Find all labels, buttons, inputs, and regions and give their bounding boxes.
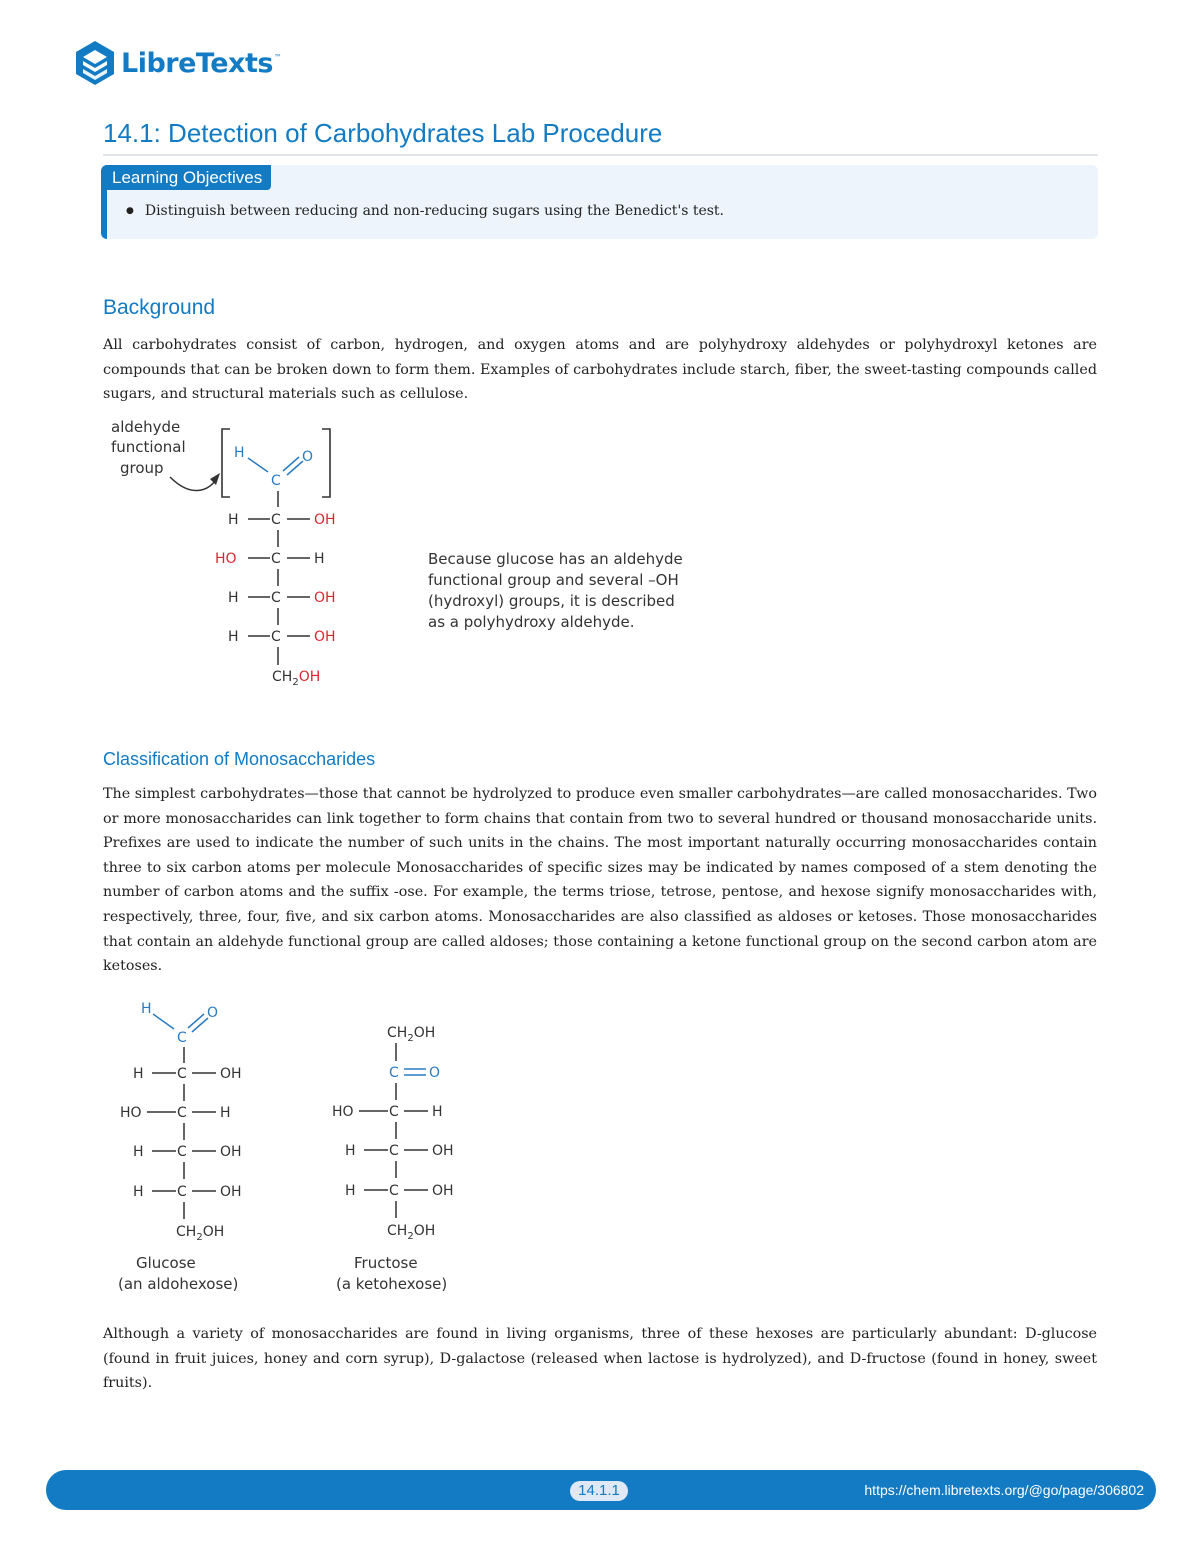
learning-objectives-list xyxy=(126,203,724,219)
fig1-aldehyde-o: O xyxy=(302,449,314,465)
fig2-atom: C xyxy=(389,1143,399,1159)
fig1-atom: H xyxy=(314,551,325,567)
fig2-atom: C xyxy=(177,1184,187,1200)
fig1-bond-c-o-2 xyxy=(287,461,303,475)
fig2-atom: C xyxy=(389,1183,399,1199)
fig2-glucose-aldehyde-h: H xyxy=(141,1001,152,1017)
fig2-fructose-top-ch2oh: $CH_2OH$ xyxy=(387,1025,436,1044)
fig2-fructose-name: Fructose xyxy=(354,1254,418,1272)
fig1-atom: OH xyxy=(314,590,336,606)
fig2-atom: H xyxy=(133,1066,144,1082)
fig2-atom: H xyxy=(133,1144,144,1160)
fig1-aldehyde-c: C xyxy=(271,473,281,489)
libretexts-logo-icon xyxy=(72,40,118,86)
fig2-atom: H xyxy=(345,1183,356,1199)
fig1-atom: OH xyxy=(314,629,336,645)
fig1-caption-line2: functional group and several –OH xyxy=(428,571,679,589)
page-title: 14.1: Detection of Carbohydrates Lab Procedure xyxy=(103,118,663,148)
fig2-atom: OH xyxy=(220,1066,242,1082)
fig2-atom: H xyxy=(432,1104,443,1120)
fig2-glucose-aldehyde-o: O xyxy=(207,1005,219,1021)
fig1-atom: OH xyxy=(314,512,336,528)
fig1-label-line3: group xyxy=(120,459,164,477)
fig2-atom: HO xyxy=(120,1105,142,1121)
logo-text: LibreTexts xyxy=(121,47,273,79)
fig2-bond xyxy=(192,1018,208,1032)
fig2-glucose-type: (an aldohexose) xyxy=(118,1275,239,1293)
fig2-atom: C xyxy=(177,1066,187,1082)
background-paragraph: All carbohydrates consist of carbon, hydrogen, and oxygen atoms and are polyhydroxy aldehydes or polyhydroxyl ketones are compounds that can be broken down to form them. Examples of carbohydrates include starch, fiber, the sweet-tasting compounds called sugars, and structural materials such as cellulose. xyxy=(103,337,1097,403)
glucose-aldehyde-figure xyxy=(100,415,700,695)
fig2-atom: C xyxy=(177,1144,187,1160)
fig2-glucose-aldehyde-c: C xyxy=(177,1030,187,1046)
fig1-ch2oh: $CH_2OH$ xyxy=(272,669,321,688)
fig2-atom: C xyxy=(177,1105,187,1121)
fig1-caption-line1: Because glucose has an aldehyde xyxy=(428,550,683,568)
fig1-atom: C xyxy=(271,512,281,528)
fig2-fructose-ketone-o: O xyxy=(429,1065,441,1081)
page-number: 14.1.1 xyxy=(570,1481,628,1501)
fig2-fructose-bottom-ch2oh: $CH_2OH$ xyxy=(387,1223,436,1242)
fig2-atom: OH xyxy=(432,1143,454,1159)
fig1-label-line1: aldehyde xyxy=(111,418,181,436)
fig2-atom: OH xyxy=(220,1184,242,1200)
libretexts-logo[interactable] xyxy=(72,40,282,86)
fig2-atom: H xyxy=(220,1105,231,1121)
fig1-atom: H xyxy=(228,629,239,645)
fig2-atom: OH xyxy=(432,1183,454,1199)
fig1-atom: HO xyxy=(215,551,237,567)
classification-paragraph: The simplest carbohydrates—those that cannot be hydrolyzed to produce even smaller carbohydrates—are called monosaccharides. Two or more monosaccharides can link together to form chains that contain from two to several hundred or thousand monosaccharide units. Prefixes are used to indicate the number of such units in the chains. The most important naturally occurring monosaccharides contain three to six carbon atoms per molecule Monosaccharides of specific sizes may be indicated by names composed of a stem denoting the number of carbon atoms and the suffix -ose. For example, the terms triose, tetrose, pentose, and hexose signify monosaccharides with, respectively, three, four, five, and six carbon atoms. Monosaccharides are also classified as aldoses or ketoses. Those monosaccharides that contain an aldehyde functional group are called aldoses; those containing a ketone functional group on the second carbon atom are ketoses. xyxy=(103,786,1097,975)
fig2-bond xyxy=(188,1014,204,1028)
fig2-atom: HO xyxy=(332,1104,354,1120)
fig1-caption-line3: (hydroxyl) groups, it is described xyxy=(428,592,675,610)
fig2-glucose-name: Glucose xyxy=(136,1254,196,1272)
fig1-bracket-right xyxy=(322,429,330,497)
learning-objectives-label: Learning Objectives xyxy=(103,165,271,190)
fig2-fructose-ketone-c: C xyxy=(389,1065,399,1081)
fig1-bracket-left xyxy=(222,429,230,497)
fig2-atom: OH xyxy=(220,1144,242,1160)
fig2-atom: H xyxy=(133,1184,144,1200)
glucose-fructose-figure xyxy=(100,995,500,1300)
fig1-atom: H xyxy=(228,512,239,528)
learning-objective-item: ● Distinguish between reducing and non-reducing sugars using the Benedict's test. xyxy=(126,203,724,219)
fig2-bond xyxy=(153,1014,174,1029)
closing-paragraph: Although a variety of monosaccharides are found in living organisms, three of these hexoses are particularly abundant: D-glucose (found in fruit juices, honey and corn syrup), D-galactose (released when lactose is hydrolyzed), and D-fructose (found in honey, sweet fruits). xyxy=(103,1326,1097,1392)
fig1-arrowhead-icon xyxy=(210,473,220,485)
fig2-atom: C xyxy=(389,1104,399,1120)
logo-trademark: ™ xyxy=(273,52,282,62)
page-url-link[interactable]: https://chem.libretexts.org/@go/page/306802 xyxy=(864,1482,1144,1498)
fig1-atom: C xyxy=(271,629,281,645)
fig2-glucose-ch2oh: $CH_2OH$ xyxy=(176,1224,225,1243)
fig1-atom: H xyxy=(228,590,239,606)
fig1-label-line2: functional xyxy=(111,438,186,456)
fig2-atom: H xyxy=(345,1143,356,1159)
background-heading: Background xyxy=(103,296,216,319)
fig1-caption-line4: as a polyhydroxy aldehyde. xyxy=(428,613,635,631)
fig1-atom: C xyxy=(271,551,281,567)
fig1-bond-c-o-1 xyxy=(283,457,299,471)
title-divider xyxy=(103,154,1098,156)
fig2-fructose-type: (a ketohexose) xyxy=(336,1275,448,1293)
classification-heading: Classification of Monosaccharides xyxy=(103,749,376,769)
fig1-bond-h-c xyxy=(248,458,268,472)
fig1-aldehyde-h: H xyxy=(234,445,245,461)
fig1-atom: C xyxy=(271,590,281,606)
